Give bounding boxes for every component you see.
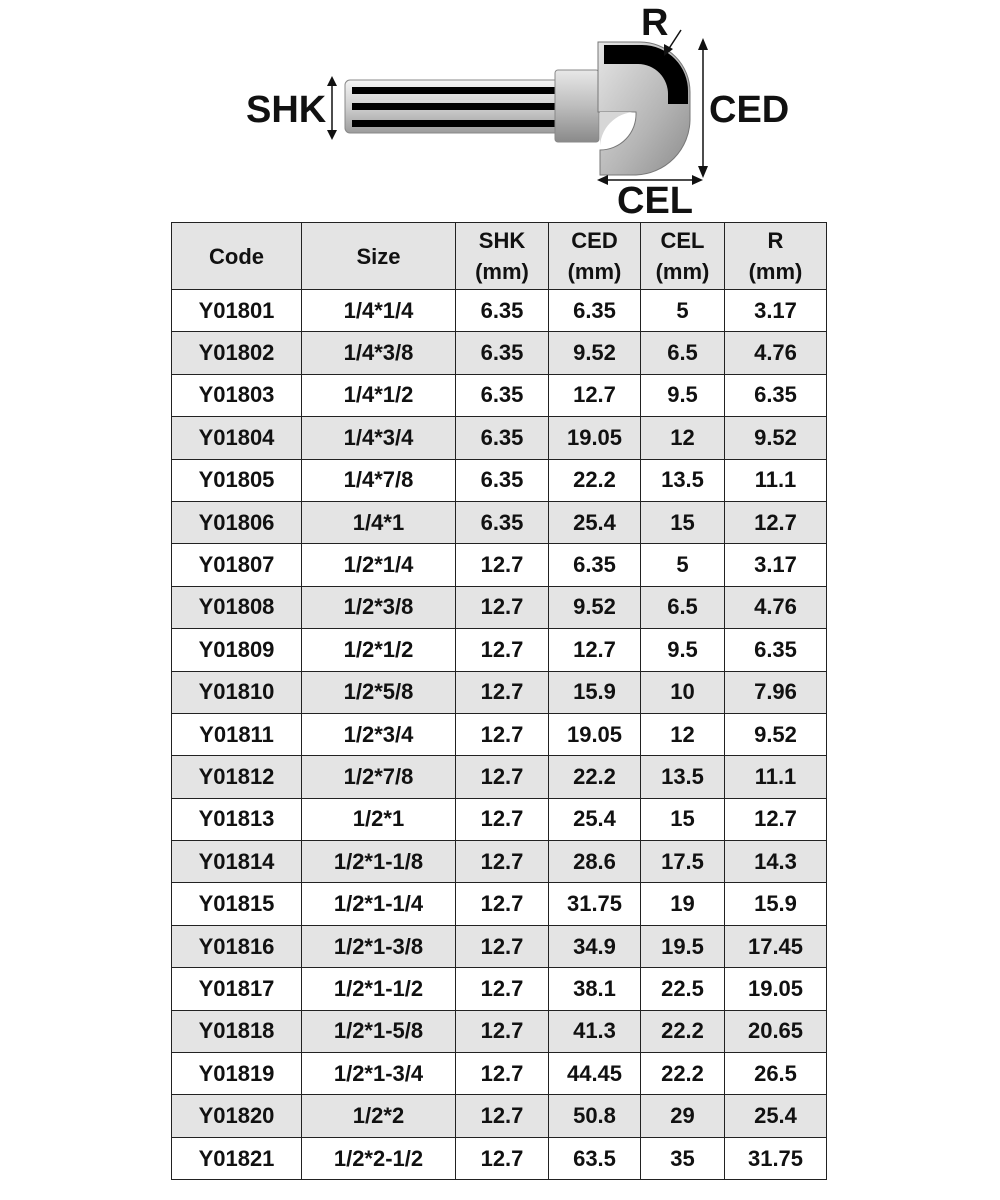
table-row <box>172 756 827 798</box>
cell-ced: 22.2 <box>549 756 641 798</box>
cell-r: 12.7 <box>725 501 827 543</box>
header-size <box>302 223 456 290</box>
cell-shk: 6.35 <box>456 332 549 374</box>
cell-r: 7.96 <box>725 671 827 713</box>
cell-code: Y01801 <box>172 290 302 332</box>
cell-ced: 31.75 <box>549 883 641 925</box>
header-r <box>725 223 827 290</box>
cell-code: Y01814 <box>172 841 302 883</box>
cell-r: 3.17 <box>725 290 827 332</box>
cell-cel: 5 <box>641 290 725 332</box>
cell-shk: 12.7 <box>456 671 549 713</box>
cell-size: 1/2*1-3/8 <box>302 925 456 967</box>
cell-r: 4.76 <box>725 586 827 628</box>
cell-ced: 34.9 <box>549 925 641 967</box>
cell-code: Y01802 <box>172 332 302 374</box>
cell-shk: 12.7 <box>456 1010 549 1052</box>
cell-r: 25.4 <box>725 1095 827 1137</box>
header-ced-label: CED <box>571 228 618 253</box>
cell-ced: 12.7 <box>549 374 641 416</box>
table-row <box>172 1137 827 1179</box>
cell-cel: 22.2 <box>641 1010 725 1052</box>
cell-cel: 12 <box>641 417 725 459</box>
cell-r: 11.1 <box>725 459 827 501</box>
cell-size: 1/2*2-1/2 <box>302 1137 456 1179</box>
header-r-unit: (mm) <box>748 259 803 284</box>
cell-code: Y01817 <box>172 968 302 1010</box>
cell-code: Y01805 <box>172 459 302 501</box>
cell-ced: 12.7 <box>549 629 641 671</box>
cell-shk: 12.7 <box>456 586 549 628</box>
table-body <box>172 290 827 1180</box>
cell-size: 1/4*3/8 <box>302 332 456 374</box>
cell-size: 1/2*1-5/8 <box>302 1010 456 1052</box>
cell-cel: 12 <box>641 713 725 755</box>
table-row <box>172 501 827 543</box>
cell-cel: 9.5 <box>641 374 725 416</box>
cell-cel: 29 <box>641 1095 725 1137</box>
cell-size: 1/2*2 <box>302 1095 456 1137</box>
cell-code: Y01809 <box>172 629 302 671</box>
cell-cel: 17.5 <box>641 841 725 883</box>
table-row <box>172 713 827 755</box>
cell-ced: 50.8 <box>549 1095 641 1137</box>
router-bit-drawing <box>0 0 1000 222</box>
table-row <box>172 586 827 628</box>
header-shk-unit: (mm) <box>475 259 529 284</box>
cell-cel: 9.5 <box>641 629 725 671</box>
cell-shk: 6.35 <box>456 417 549 459</box>
cell-ced: 63.5 <box>549 1137 641 1179</box>
cell-cel: 22.5 <box>641 968 725 1010</box>
cell-shk: 12.7 <box>456 841 549 883</box>
header-size-label: Size <box>356 243 401 269</box>
cell-r: 19.05 <box>725 968 827 1010</box>
cell-size: 1/2*7/8 <box>302 756 456 798</box>
cell-size: 1/4*1/2 <box>302 374 456 416</box>
cell-ced: 15.9 <box>549 671 641 713</box>
cell-shk: 12.7 <box>456 713 549 755</box>
cell-shk: 6.35 <box>456 374 549 416</box>
cel-label: CEL <box>617 180 693 222</box>
cell-size: 1/2*1 <box>302 798 456 840</box>
cell-code: Y01816 <box>172 925 302 967</box>
cell-code: Y01808 <box>172 586 302 628</box>
table-row <box>172 1095 827 1137</box>
cell-r: 20.65 <box>725 1010 827 1052</box>
table-row <box>172 1053 827 1095</box>
cell-r: 4.76 <box>725 332 827 374</box>
table-row <box>172 925 827 967</box>
cell-size: 1/2*1/4 <box>302 544 456 586</box>
cell-size: 1/2*3/8 <box>302 586 456 628</box>
cell-ced: 44.45 <box>549 1053 641 1095</box>
ced-dimension <box>698 38 789 178</box>
shank <box>345 80 560 133</box>
cell-code: Y01810 <box>172 671 302 713</box>
cell-size: 1/4*3/4 <box>302 417 456 459</box>
table-row <box>172 798 827 840</box>
cell-ced: 19.05 <box>549 713 641 755</box>
table-row <box>172 841 827 883</box>
cell-ced: 25.4 <box>549 798 641 840</box>
cell-shk: 6.35 <box>456 290 549 332</box>
cell-code: Y01807 <box>172 544 302 586</box>
cell-code: Y01818 <box>172 1010 302 1052</box>
cell-shk: 12.7 <box>456 798 549 840</box>
cell-r: 15.9 <box>725 883 827 925</box>
cell-size: 1/2*1-1/4 <box>302 883 456 925</box>
table-row <box>172 1010 827 1052</box>
cell-ced: 6.35 <box>549 290 641 332</box>
cell-r: 31.75 <box>725 1137 827 1179</box>
cel-dimension <box>597 175 703 222</box>
cell-shk: 12.7 <box>456 968 549 1010</box>
cell-r: 6.35 <box>725 374 827 416</box>
router-bit-diagram <box>0 0 1000 222</box>
cell-cel: 15 <box>641 798 725 840</box>
cell-code: Y01803 <box>172 374 302 416</box>
cell-size: 1/2*1-1/2 <box>302 968 456 1010</box>
collar <box>555 70 599 142</box>
header-ced-unit: (mm) <box>567 259 622 284</box>
cell-code: Y01812 <box>172 756 302 798</box>
cell-cel: 15 <box>641 501 725 543</box>
table-header-row <box>172 223 827 290</box>
cell-cel: 6.5 <box>641 332 725 374</box>
cell-cel: 10 <box>641 671 725 713</box>
cell-size: 1/2*1-1/8 <box>302 841 456 883</box>
cell-cel: 35 <box>641 1137 725 1179</box>
cell-size: 1/2*3/4 <box>302 713 456 755</box>
cell-code: Y01806 <box>172 501 302 543</box>
cell-size: 1/2*1-3/4 <box>302 1053 456 1095</box>
table-row <box>172 417 827 459</box>
cell-code: Y01820 <box>172 1095 302 1137</box>
cell-r: 9.52 <box>725 713 827 755</box>
table-row <box>172 332 827 374</box>
cell-r: 9.52 <box>725 417 827 459</box>
cell-code: Y01819 <box>172 1053 302 1095</box>
cell-shk: 12.7 <box>456 1137 549 1179</box>
cell-r: 17.45 <box>725 925 827 967</box>
header-cel-unit: (mm) <box>655 259 710 284</box>
cell-shk: 12.7 <box>456 756 549 798</box>
cell-code: Y01811 <box>172 713 302 755</box>
cell-ced: 9.52 <box>549 332 641 374</box>
cell-r: 12.7 <box>725 798 827 840</box>
cutter-head <box>598 42 690 175</box>
shk-dimension <box>246 76 337 140</box>
cell-cel: 13.5 <box>641 756 725 798</box>
table-row <box>172 290 827 332</box>
table-row <box>172 968 827 1010</box>
cell-cel: 5 <box>641 544 725 586</box>
header-shk <box>456 223 549 290</box>
cell-shk: 12.7 <box>456 544 549 586</box>
header-code <box>172 223 302 290</box>
cell-ced: 38.1 <box>549 968 641 1010</box>
cell-cel: 6.5 <box>641 586 725 628</box>
cell-ced: 19.05 <box>549 417 641 459</box>
cell-code: Y01821 <box>172 1137 302 1179</box>
header-ced <box>549 223 641 290</box>
cell-r: 3.17 <box>725 544 827 586</box>
cell-cel: 13.5 <box>641 459 725 501</box>
cell-size: 1/2*1/2 <box>302 629 456 671</box>
cell-r: 6.35 <box>725 629 827 671</box>
cell-r: 14.3 <box>725 841 827 883</box>
cell-size: 1/4*1 <box>302 501 456 543</box>
ced-label: CED <box>709 89 790 131</box>
header-code-label: Code <box>209 243 264 269</box>
cell-size: 1/4*7/8 <box>302 459 456 501</box>
cell-shk: 12.7 <box>456 629 549 671</box>
cell-cel: 19.5 <box>641 925 725 967</box>
cell-r: 11.1 <box>725 756 827 798</box>
cell-size: 1/2*5/8 <box>302 671 456 713</box>
cell-shk: 12.7 <box>456 1053 549 1095</box>
cell-code: Y01804 <box>172 417 302 459</box>
cell-shk: 12.7 <box>456 925 549 967</box>
cell-ced: 22.2 <box>549 459 641 501</box>
table-row <box>172 883 827 925</box>
header-r-label: R <box>767 228 784 253</box>
cell-ced: 41.3 <box>549 1010 641 1052</box>
r-label: R <box>641 2 669 44</box>
header-cel <box>641 223 725 290</box>
cell-ced: 9.52 <box>549 586 641 628</box>
cell-code: Y01813 <box>172 798 302 840</box>
cell-r: 26.5 <box>725 1053 827 1095</box>
table-row <box>172 629 827 671</box>
cell-ced: 28.6 <box>549 841 641 883</box>
header-shk-label: SHK <box>478 228 526 253</box>
cell-shk: 12.7 <box>456 883 549 925</box>
cell-shk: 6.35 <box>456 501 549 543</box>
cell-cel: 22.2 <box>641 1053 725 1095</box>
cell-size: 1/4*1/4 <box>302 290 456 332</box>
cell-cel: 19 <box>641 883 725 925</box>
cell-code: Y01815 <box>172 883 302 925</box>
table-row <box>172 671 827 713</box>
cell-ced: 25.4 <box>549 501 641 543</box>
cell-ced: 6.35 <box>549 544 641 586</box>
header-cel-label: CEL <box>660 228 705 253</box>
table-row <box>172 459 827 501</box>
cell-shk: 12.7 <box>456 1095 549 1137</box>
spec-table <box>171 222 827 1180</box>
table-row <box>172 544 827 586</box>
cell-shk: 6.35 <box>456 459 549 501</box>
table-row <box>172 374 827 416</box>
shk-label: SHK <box>246 89 327 131</box>
